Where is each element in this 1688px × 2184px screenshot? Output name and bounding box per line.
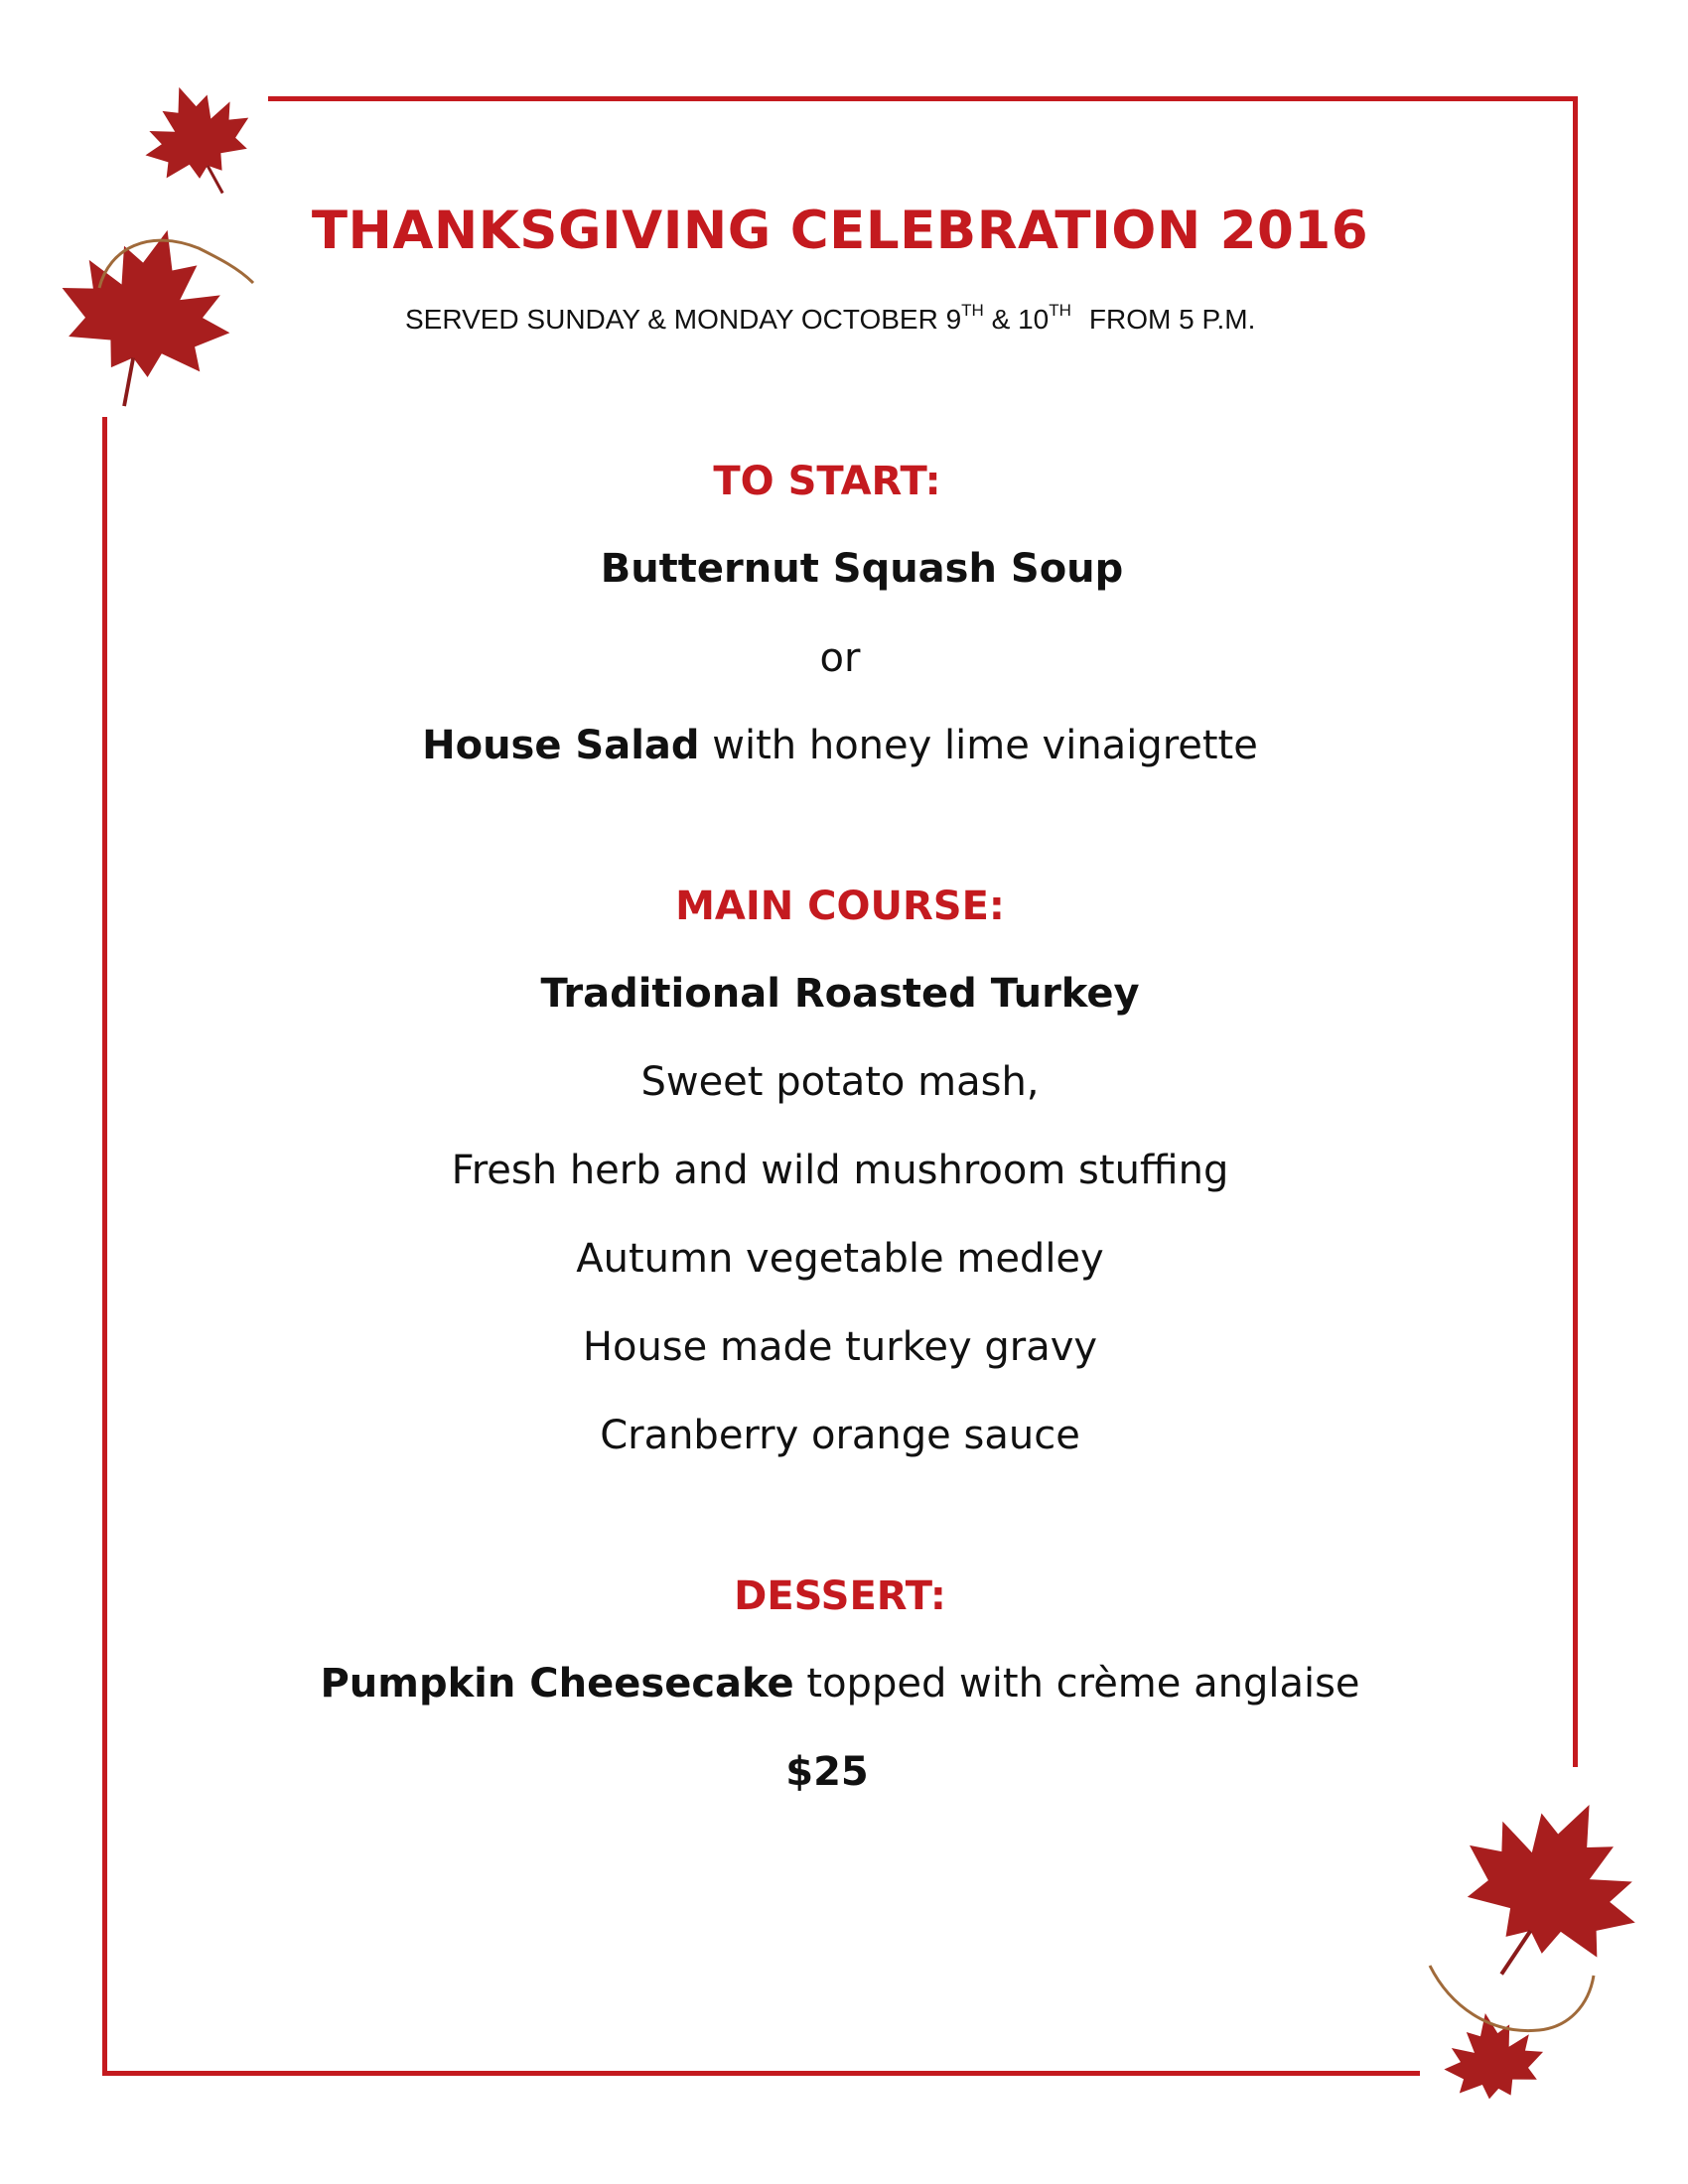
menu-title: THANKSGIVING CELEBRATION 2016 <box>311 201 1369 261</box>
entree-name: Traditional Roasted Turkey <box>540 971 1140 1017</box>
served-suffix: FROM 5 P.M. <box>1088 304 1256 335</box>
leaf-stem-curve <box>40 169 268 367</box>
served-prefix: SERVED SUNDAY & MONDAY OCTOBER 9 <box>405 304 962 335</box>
side-item: Sweet potato mash, <box>640 1059 1040 1105</box>
salad-name: House Salad <box>422 723 700 768</box>
side-item: Cranberry orange sauce <box>600 1413 1080 1458</box>
salad-item <box>102 723 1578 768</box>
served-sup-2: TH <box>1049 301 1071 320</box>
entree-item <box>102 971 1578 1017</box>
side-item: House made turkey gravy <box>582 1324 1098 1370</box>
bottom-right-leaves <box>1420 1767 1678 2134</box>
served-middle: & 10 <box>983 304 1050 335</box>
served-sup-1: TH <box>961 301 984 320</box>
or-separator: or <box>819 635 861 681</box>
leaf-stem-curve <box>1420 1767 1678 2134</box>
salad-desc: with honey lime vinaigrette <box>699 723 1258 768</box>
side-item: Fresh herb and wild mushroom stuffing <box>451 1148 1229 1193</box>
dessert-desc: topped with crème anglaise <box>793 1661 1360 1706</box>
soup-name: Butternut Squash Soup <box>600 546 1124 592</box>
soup-item <box>102 546 1621 592</box>
menu-price: $25 <box>785 1749 869 1795</box>
main-course-heading: MAIN COURSE: <box>675 884 1005 929</box>
dessert-name: Pumpkin Cheesecake <box>320 1661 794 1706</box>
dessert-heading: DESSERT: <box>734 1573 946 1619</box>
served-dates <box>405 301 1256 336</box>
to-start-heading: TO START: <box>713 459 941 504</box>
dessert-item <box>102 1661 1578 1706</box>
side-item: Autumn vegetable medley <box>576 1236 1104 1282</box>
